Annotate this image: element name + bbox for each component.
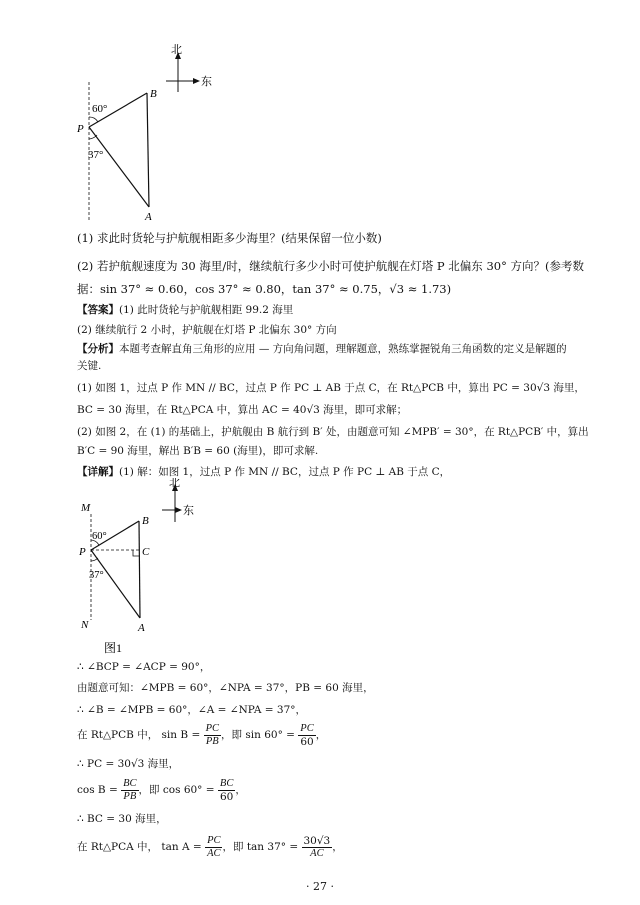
point-C-label: C [142,546,150,558]
work-line-1: ∴ ∠BCP = ∠ACP = 90°， [77,661,211,673]
work-line-2: 由题意可知：∠MPB = 60°，∠NPA = 37°，PB = 60 海里， [77,682,374,694]
detail-line-1: 【详解】(1) 解：如图 1，过点 P 作 MN // BC，过点 P 作 PC ⊥ AB 于点 C， [77,466,451,478]
segment-PA [89,127,149,207]
point-P-label-2: P [79,546,86,558]
fraction-PC-60: $\frac{PC}{60}$ [300,722,314,748]
analysis-line-1: 【分析】本题考查解直角三角形的应用 — 方向角问题，理解题意，熟练掌握锐角三角函数的定义是解题的 [77,343,567,355]
point-B-label: B [150,88,157,100]
fraction-BC-60: $\frac{BC}{60}$ [219,777,234,803]
solution-1-line-2: BC = 30 海里，在 Rt△PCA 中，算出 AC = 40√3 海里，即可求解； [77,404,408,416]
work-line-3: ∴ ∠B = ∠MPB = 60°，∠A = ∠NPA = 37°， [77,704,307,716]
work-line-5: ∴ PC = 30√3 海里， [77,758,180,770]
angle-37-label: 37° [88,149,104,161]
north-label: 北 [171,44,182,56]
north-label-2: 北 [169,478,180,489]
point-P-label: P [77,123,84,135]
analysis-line-2: 关键. [77,360,102,372]
point-B-label-2: B [142,515,149,527]
segment-PA-2 [91,550,140,618]
compass-2 [162,478,194,522]
work-line-4: 在 Rt△PCB 中， sin B = $\frac{PC}{PB}$ ，即 sin 60° = $\frac{PC}{60}$ ， [77,722,327,748]
fraction-PC-AC: $\frac{PC}{AC}$ [207,834,221,859]
answer-tag: 【答案】 [77,304,119,316]
right-angle-mark [133,550,139,556]
point-A-label: A [145,211,152,223]
east-label-2: 东 [183,505,194,517]
angle-60-label: 60° [92,103,108,115]
fraction-PC-PB: $\frac{PC}{PB}$ [205,722,220,747]
detail-tag: 【详解】 [77,466,119,478]
angle-60-label-2: 60° [92,531,107,542]
work-line-7: ∴ BC = 30 海里， [77,813,167,825]
compass-1 [166,43,212,92]
fraction-BC-PB: $\frac{BC}{PB}$ [123,777,137,802]
angle-37-label-2: 37° [89,570,104,581]
figure-caption: 图1 [104,641,123,655]
solution-2-line-1: (2) 如图 2，在 (1) 的基础上，护航舰由 B 航行到 B′ 处，由题意可知 ∠MPB′ = 30°，在 Rt△PCB′ 中，算出 [77,426,589,438]
point-A-label-2: A [138,622,145,634]
point-N-label: N [81,619,89,631]
east-label: 东 [201,76,212,88]
segment-BA-2 [139,521,140,618]
point-M-label: M [81,502,91,514]
question-2-line-2: 据：sin 37° ≈ 0.60，cos 37° ≈ 0.80，tan 37° ≈ 0.75，√3 ≈ 1.73) [77,282,452,296]
solution-2-line-2: B′C = 90 海里，解出 B′B = 60 (海里)，即可求解. [77,445,319,457]
question-2-line-1: (2) 若护航舰速度为 30 海里/时，继续航行多少小时可使护航舰在灯塔 P 北偏东 30° 方向？(参考数 [77,259,584,273]
figure-2 [72,478,222,658]
analysis-tag: 【分析】 [77,343,119,355]
solution-1-line-1: (1) 如图 1，过点 P 作 MN // BC，过点 P 作 PC ⊥ AB 于点 C，在 Rt△PCB 中，算出 PC = 30√3 海里， [77,382,585,394]
page-number: · 27 · [306,880,334,893]
fraction-30root3-AC: $\frac{30√3}{AC}$ [303,834,331,859]
segment-BA [147,93,149,207]
work-line-6: cos B = $\frac{BC}{PB}$ ，即 cos 60° = $\frac{BC}{60}$ ， [77,777,246,803]
question-1: (1) 求此时货轮与护航舰相距多少海里？(结果保留一位小数) [77,231,382,245]
figure-1 [70,40,230,225]
answer-line-1: 【答案】(1) 此时货轮与护航舰相距 99.2 海里 [77,304,294,316]
work-line-8: 在 Rt△PCA 中， tan A = $\frac{PC}{AC}$ ，即 tan 37° = $\frac{30√3}{AC}$ ， [77,834,343,859]
answer-line-2: (2) 继续航行 2 小时，护航舰在灯塔 P 北偏东 30° 方向 [77,324,337,336]
